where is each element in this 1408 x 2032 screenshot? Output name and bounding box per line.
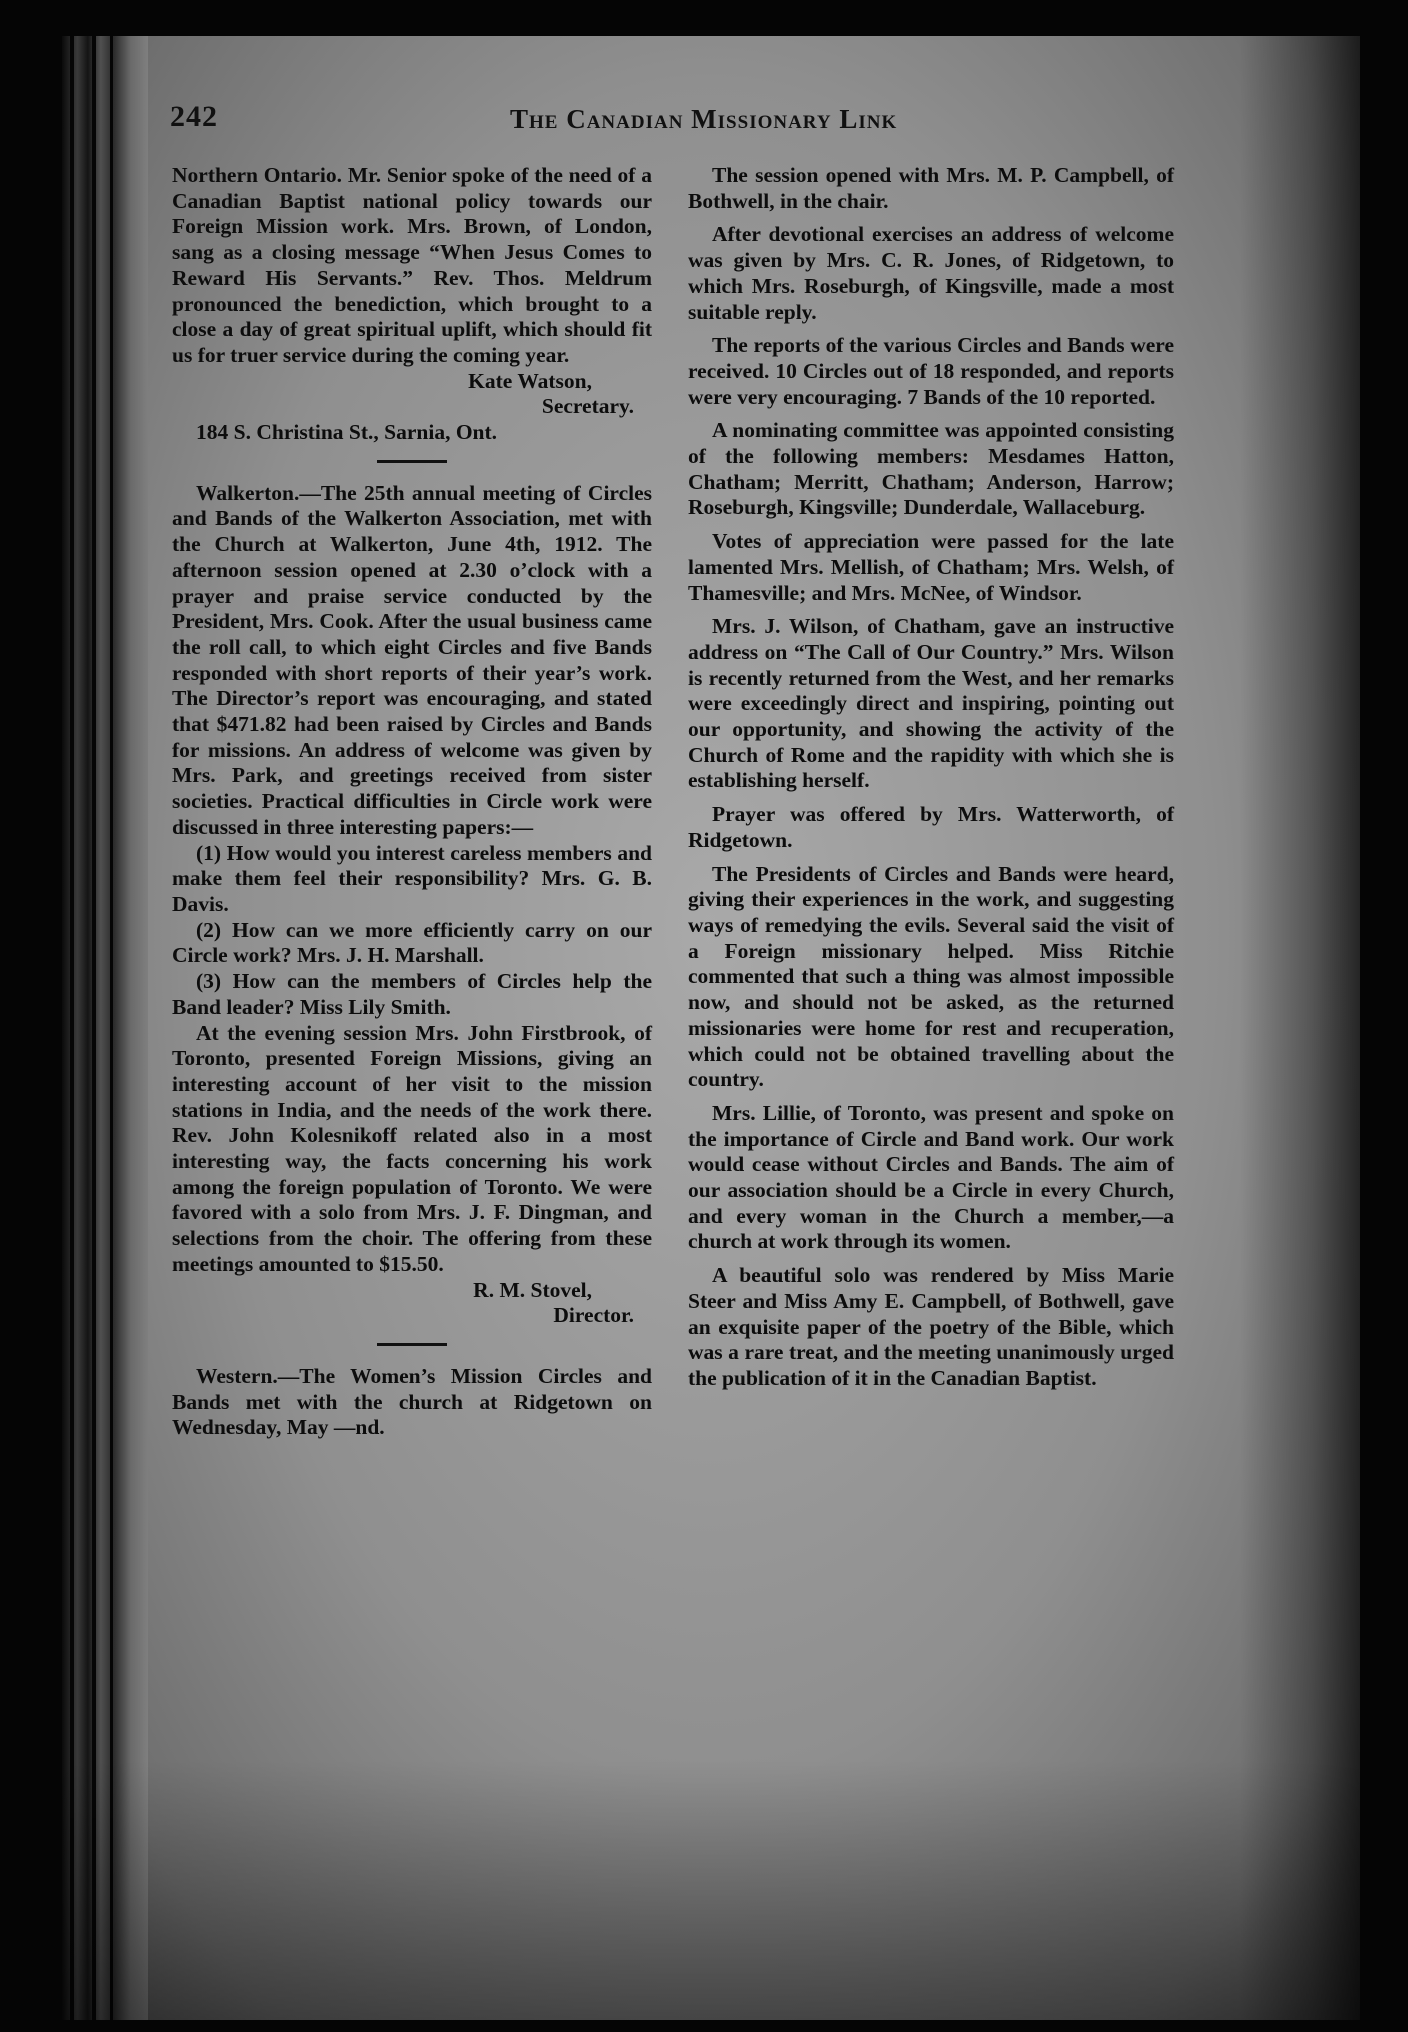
paragraph: Prayer was offered by Mrs. Watterworth, of Ridgetown. xyxy=(688,802,1174,852)
paragraph: A nominating committee was appointed consisting of the following members: Mesdames Hatton, Chatham; Merritt, Chatham; Anderson, Harrow; Roseburgh, Kingsville; Dunderdale, Wallaceburg. xyxy=(688,418,1174,520)
page-number: 242 xyxy=(170,100,218,133)
signature-role: Secretary. xyxy=(541,394,634,419)
book-spine xyxy=(62,36,148,2020)
paragraph: The session opened with Mrs. M. P. Campbell, of Bothwell, in the chair. xyxy=(688,163,1174,213)
signature-role: Director. xyxy=(553,1303,634,1328)
spine-shadow-line xyxy=(92,36,96,2020)
paragraph: The reports of the various Circles and Bands were received. 10 Circles out of 18 responded, and reports were very encouraging. 7 Bands of the 10 reported. xyxy=(688,333,1174,409)
spine-shadow-line xyxy=(110,36,113,2020)
left-column xyxy=(172,163,652,1441)
page-bottom-shadow xyxy=(62,1760,1360,2020)
section-divider xyxy=(377,1343,447,1346)
list-item: (1) How would you interest careless members and make them feel their responsibility? Mrs. G. B. Davis. xyxy=(172,840,652,916)
right-column xyxy=(688,163,1174,1392)
paragraph-western: Western.—The Women’s Mission Circles and Bands met with the church at Ridgetown on Wednesday, May —nd. xyxy=(172,1363,652,1440)
paragraph: Mrs. Lillie, of Toronto, was present and spoke on the importance of Circle and Band work. Our work would cease without Circles and Bands. The aim of our association should be a Circle in every Church, and every woman in the Church a member,—a church at work through its women. xyxy=(688,1100,1174,1254)
paragraph: At the evening session Mrs. John Firstbrook, of Toronto, presented Foreign Missions, giving an interesting account of her visit to the mission stations in India, and the needs of the work there. Rev. John Kolesnikoff related also in a most interesting way, the facts concerning his work among the foreign population of Toronto. We were favored with a solo from Mrs. J. F. Dingman, and selections from the choir. The offering from these meetings amounted to $15.50. xyxy=(172,1020,652,1276)
paragraph: The Presidents of Circles and Bands were heard, giving their experiences in the work, and suggesting ways of remedying the evils. Several said the visit of a Foreign missionary helped. Miss Ritchie commented that such a thing was almost impossible now, and should not be asked, as the returned missionaries were home for rest and recuperation, which could not be obtained travelling about the country. xyxy=(688,861,1174,1092)
paragraph: After devotional exercises an address of welcome was given by Mrs. C. R. Jones, of Ridgetown, to which Mrs. Roseburgh, of Kingsville, made a most suitable reply. xyxy=(688,222,1174,324)
running-title: The Canadian Missionary Link xyxy=(510,104,898,134)
address-line: 184 S. Christina St., Sarnia, Ont. xyxy=(196,420,498,445)
signature-name: Kate Watson, xyxy=(468,368,592,393)
paragraph-walkerton: Walkerton.—The 25th annual meeting of Circles and Bands of the Walkerton Association, met with the Church at Walkerton, June 4th, 1912. The afternoon session opened at 2.30 o’clock with a prayer and praise service conducted by the President, Mrs. Cook. After the usual business came the roll call, to which eight Circles and five Bands responded with short reports of their year’s work. The Director’s report was encouraging, and stated that $471.82 had been raised by Circles and Bands for missions. An address of welcome was given by Mrs. Park, and greetings received from sister societies. Practical difficulties in Circle work were discussed in three interesting papers:— xyxy=(172,480,652,839)
page-edge-shadow xyxy=(1240,36,1360,2020)
paragraph: Mrs. J. Wilson, of Chatham, gave an instructive address on “The Call of Our Country.” Mrs. Wilson is recently returned from the West, and her remarks were exceedingly direct and inspiring, pointing out our opportunity, and showing the activity of the Church of Rome and the rapidity with which she is establishing herself. xyxy=(688,614,1174,793)
signature-name: R. M. Stovel, xyxy=(473,1277,592,1302)
paragraph: Votes of appreciation were passed for the late lamented Mrs. Mellish, of Chatham; Mrs. Welsh, of Thamesville; and Mrs. McNee, of Windsor. xyxy=(688,529,1174,605)
paragraph: Northern Ontario. Mr. Senior spoke of the need of a Canadian Baptist national policy towards our Foreign Mission work. Mrs. Brown, of London, sang as a closing message “When Jesus Comes to Reward His Servants.” Rev. Thos. Meldrum pronounced the benediction, which brought to a close a day of great spiritual uplift, which should fit us for truer service during the coming year. xyxy=(172,163,652,367)
spine-shadow-line xyxy=(70,36,74,2020)
list-item: (2) How can we more efficiently carry on our Circle work? Mrs. J. H. Marshall. xyxy=(172,917,652,968)
list-item: (3) How can the members of Circles help the Band leader? Miss Lily Smith. xyxy=(172,969,652,1019)
paragraph: A beautiful solo was rendered by Miss Marie Steer and Miss Amy E. Campbell, of Bothwell, gave an exquisite paper of the poetry of the Bible, which was a rare treat, and the meeting unanimously urged the publication of it in the Canadian Baptist. xyxy=(688,1263,1174,1390)
page-header xyxy=(170,100,1200,160)
section-divider xyxy=(377,460,447,463)
